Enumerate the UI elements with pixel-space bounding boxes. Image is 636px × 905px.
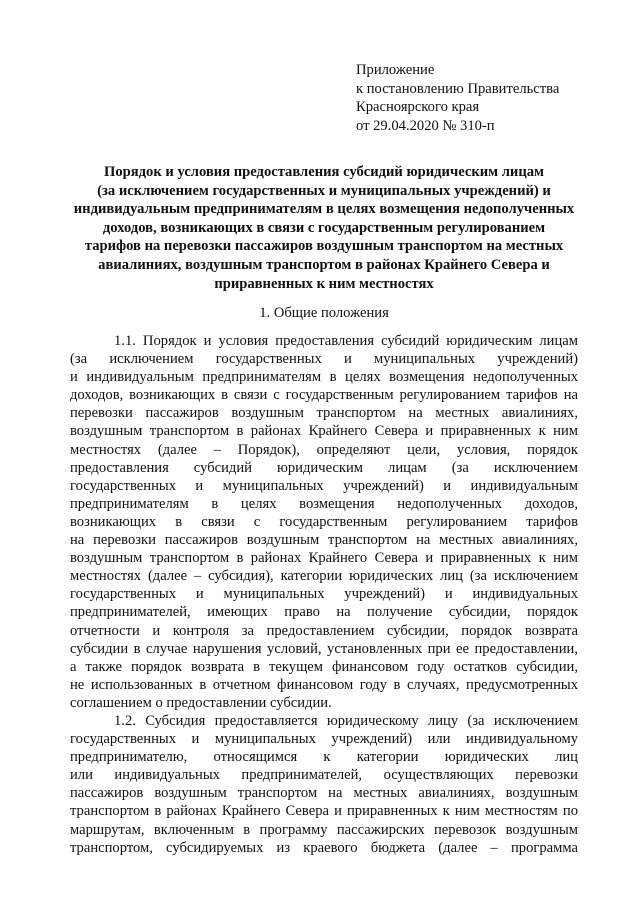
title-line: приравненных к ним местностях xyxy=(214,275,434,292)
paragraph-line: предпринимателей, имеющих право на получение субсидии, порядок xyxy=(70,604,578,621)
appendix-line: к постановлению Правительства xyxy=(356,80,560,97)
paragraph-line: маршрутам, включенным в программу пассажирских перевозок воздушным xyxy=(70,821,578,838)
paragraph-line: государственных и муниципальных учреждений) и индивидуальных xyxy=(70,586,578,603)
paragraph-line: или индивидуальных предпринимателей, осуществляющих перевозки xyxy=(70,767,578,784)
title-line: тарифов на перевозки пассажиров воздушным транспортом на местных xyxy=(84,238,564,255)
body-text xyxy=(70,332,578,857)
paragraph-line: местностях (далее – субсидия), категории юридических лиц (за исключением xyxy=(70,568,578,585)
paragraph-line: предпринимателю, относящимся к категории юридических лиц xyxy=(70,749,578,766)
title-line: доходов, возникающих в связи с государственным регулированием xyxy=(102,219,546,236)
appendix-line: Красноярского края xyxy=(356,99,480,115)
title-line: Порядок и условия предоставления субсидий юридическим лицам xyxy=(104,164,544,180)
document-title xyxy=(70,163,578,293)
paragraph-line: субсидии в случае нарушения условий, установленных при ее предоставлении, xyxy=(70,640,578,657)
paragraph-line: соглашением о предоставлении субсидии. xyxy=(70,694,332,711)
paragraph-line: местностях (далее – Порядок), определяют цели, условия, порядок xyxy=(70,441,578,458)
paragraph-line: не использованных в отчетном финансовом году в случаях, предусмотренных xyxy=(70,676,578,693)
paragraph-line: и индивидуальным предпринимателям в целях возмещения недополученных xyxy=(70,369,578,386)
paragraph-line: 1.1. Порядок и условия предоставления субсидий юридическим лицам xyxy=(114,333,578,349)
paragraph-line: государственных и муниципальных учреждений) или индивидуальному xyxy=(70,731,578,748)
appendix-block xyxy=(356,61,559,135)
paragraph-line: пассажиров воздушным транспортом на местных авиалиниях, воздушным xyxy=(70,785,578,802)
paragraph-line: отчетности и контроля за предоставлением субсидии, порядок возврата xyxy=(70,622,578,639)
title-line: (за исключением государственных и муниципальных учреждений) и xyxy=(97,182,551,199)
section-heading: 1. Общие положения xyxy=(259,305,389,321)
paragraph-line: транспортом в районах Крайнего Севера и приравненных к ним местностям по xyxy=(70,803,578,820)
title-line: авиалиниях, воздушным транспортом в районах Крайнего Севера и xyxy=(98,256,550,273)
paragraph-line: а также порядок возврата в текущем финансовом году остатков субсидии, xyxy=(70,658,578,675)
paragraph-line: возникающих в связи с государственным регулированием тарифов xyxy=(70,513,578,530)
paragraph-line: воздушным транспортом в районах Крайнего Севера и приравненных к ним xyxy=(70,423,578,440)
paragraph-line: (за исключением государственных и муниципальных учреждений) xyxy=(70,351,578,368)
appendix-line: Приложение xyxy=(356,62,435,78)
title-line: индивидуальным предпринимателям в целях возмещения недополученных xyxy=(73,201,575,218)
paragraph-line: государственных и муниципальных учреждений) и индивидуальным xyxy=(70,477,578,494)
paragraph-line: доходов, возникающих в связи с государственным регулированием тарифов на xyxy=(70,387,578,404)
paragraph-line: на перевозки пассажиров воздушным транспортом на местных авиалиниях, xyxy=(70,532,578,549)
paragraph-line: воздушным транспортом в районах Крайнего Севера и приравненных к ним xyxy=(70,550,578,567)
paragraph-line: перевозки пассажиров воздушным транспортом на местных авиалиниях, xyxy=(70,405,578,422)
paragraph-line: транспортом, субсидируемых из краевого бюджета (далее – программа xyxy=(70,839,578,856)
appendix-line: от 29.04.2020 № 310-п xyxy=(356,117,495,134)
paragraph-line: предпринимателям в целях возмещения недополученных доходов, xyxy=(70,495,578,512)
paragraph-line: 1.2. Субсидия предоставляется юридическому лицу (за исключением xyxy=(114,712,578,729)
paragraph-line: предоставления субсидий юридическим лицам (за исключением xyxy=(70,459,578,476)
